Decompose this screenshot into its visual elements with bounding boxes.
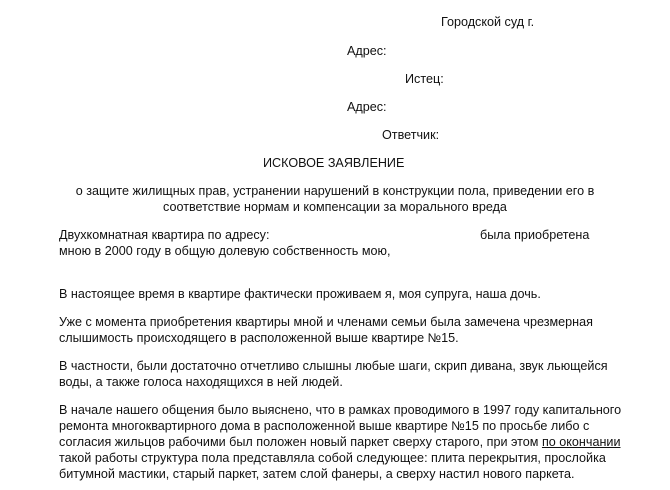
- paragraph-text: В частности, были достаточно отчетливо слышны любые шаги, скрип дивана, звук льющейся: [59, 359, 608, 373]
- underlined-text-segment: по окончании: [541, 435, 621, 449]
- paragraph-text: Двухкомнатная квартира по адресу:: [59, 228, 270, 242]
- document-subtitle-line: о защите жилищных прав, устранении нарушений в конструкции пола, приведении его в: [75, 184, 595, 198]
- paragraph-text: слышимость происходящего в расположенной выше квартире №15.: [59, 331, 459, 345]
- paragraph-text: мною в 2000 году в общую долевую собственность мою,: [59, 244, 391, 258]
- paragraph-text: битумной мастики, старый паркет, затем слой фанеры, а сверху настил нового паркета.: [59, 467, 575, 481]
- paragraph-text: была приобретена: [480, 228, 590, 242]
- paragraph-text: В настоящее время в квартире фактически проживаем я, моя супруга, наша дочь.: [59, 287, 541, 301]
- paragraph-text: такой работы структура пола представляла собой следующее: плита перекрытия, прослойка: [59, 451, 606, 465]
- paragraph-text: [59, 435, 620, 450]
- address-label: Адрес:: [347, 44, 387, 58]
- paragraph-text: воды, а также голоса находящихся в ней людей.: [59, 375, 343, 389]
- paragraph-text: ремонта многоквартирного дома в расположенной выше квартире №15 по просьбе либо с: [59, 419, 590, 433]
- defendant-label: Ответчик:: [382, 128, 440, 142]
- document-title: ИСКОВОЕ ЗАЯВЛЕНИЕ: [263, 156, 405, 170]
- address-label: Адрес:: [347, 100, 387, 114]
- document-subtitle-line: соответствие нормам и компенсации за морального вреда: [163, 200, 507, 214]
- paragraph-text: Уже с момента приобретения квартиры мной и членами семьи была замечена чрезмерная: [59, 315, 593, 329]
- paragraph-text-segment: согласия жильцов рабочими был положен новый паркет сверху старого, при этом: [59, 435, 542, 449]
- plaintiff-label: Истец:: [405, 72, 444, 86]
- court-label: Городской суд г.: [441, 15, 535, 29]
- paragraph-text: В начале нашего общения было выяснено, что в рамках проводимого в 1997 году капитального: [59, 403, 622, 417]
